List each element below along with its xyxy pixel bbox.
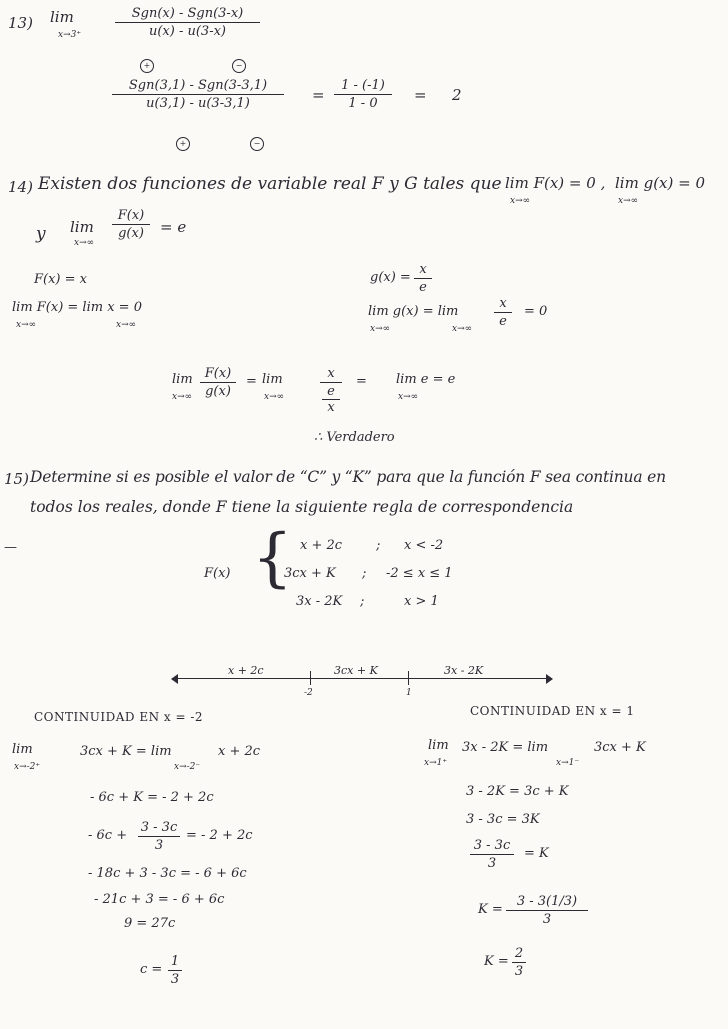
p14-final-rhs: lim e = e <box>396 372 456 387</box>
cont-right-step-3-frac <box>470 838 514 871</box>
p13-numerator-2: Sgn(3,1) - Sgn(3-3,1) <box>128 78 268 93</box>
cont-left-step-1: - 6c + K = - 2 + 2c <box>90 790 214 805</box>
p13-numerator-3: 1 - (-1) <box>341 78 385 93</box>
p13-plus-sign-2: + <box>176 137 190 151</box>
p15-statement-line-2: todos los reales, donde F tiene la siguiente regla de correspondencia <box>30 498 574 516</box>
cont-right-lim2-sub: x→1⁻ <box>556 758 580 768</box>
number-line-left-label: x + 2c <box>228 664 264 677</box>
cont-left-step-2b: = - 2 + 2c <box>186 828 253 843</box>
cont-right-step-5a: K = <box>484 954 509 969</box>
p14-final-ratio-den: g(x) <box>205 384 231 399</box>
cont-left-step-2-num: 3 - 3c <box>140 820 178 835</box>
p15-piece-2-cond: -2 ≤ x ≤ 1 <box>386 566 453 581</box>
p13-minus-sign: − <box>232 59 246 73</box>
p15-dash: — <box>4 540 17 555</box>
cont-right-step-4-frac <box>506 894 588 927</box>
p15-piece-1-sep: ; <box>376 538 381 553</box>
cont-right-step-3-num: 3 - 3c <box>473 838 511 853</box>
p14-g-lim-sub-1: x→∞ <box>370 324 391 334</box>
number-line-mid-label: 3cx + K <box>334 664 378 677</box>
p14-ratio <box>112 208 150 241</box>
number-line-right-label: 3x - 2K <box>444 664 484 677</box>
p14-f-lim-sub-2: x→∞ <box>116 320 137 330</box>
problem-13-label: 13) <box>8 14 33 32</box>
p14-cond1-sub: x→∞ <box>510 196 531 206</box>
p13-denominator: u(x) - u(3-x) <box>148 24 227 39</box>
cont-left-lim: lim <box>12 742 33 757</box>
number-line-label-m2: -2 <box>304 688 313 698</box>
p13-lim: lim <box>50 8 74 26</box>
p13-fraction <box>115 6 260 39</box>
p14-final-complex-frac <box>320 366 342 415</box>
p14-f-def: F(x) = x <box>34 272 87 287</box>
p14-final-lim-2: lim <box>262 372 283 387</box>
p14-ratio-den: g(x) <box>118 226 144 241</box>
p13-lim-sub: x→3⁺ <box>58 30 82 40</box>
cont-left-step-5: 9 = 27c <box>124 916 176 931</box>
cont-right-lim-sub: x→1⁺ <box>424 758 448 768</box>
p14-eq-e: = e <box>160 218 187 236</box>
cont-right-expr: 3x - 2K = lim <box>462 740 549 755</box>
cont-right-title: CONTINUIDAD EN x = 1 <box>470 704 635 718</box>
cont-left-step-6a: c = <box>140 962 163 977</box>
p14-g-def-frac <box>414 262 432 295</box>
cont-left-title: CONTINUIDAD EN x = -2 <box>34 710 204 724</box>
p14-condition-1: lim F(x) = 0 , <box>505 174 606 192</box>
problem-15-label: 15) <box>4 470 29 488</box>
p14-final-eq-1: = <box>246 374 257 389</box>
number-line-tick-p1 <box>408 671 409 685</box>
cont-right-lim: lim <box>428 738 449 753</box>
number-line-arrow <box>172 678 552 679</box>
p14-final-ratio <box>200 366 236 399</box>
p14-final-ratio-num: F(x) <box>204 366 232 381</box>
p13-equals: = <box>312 86 325 104</box>
problem-14-label: 14) <box>8 178 33 196</box>
cont-left-step-6-frac <box>168 954 182 987</box>
p14-f-lim: lim F(x) = lim x = 0 <box>12 300 142 315</box>
p15-piece-1-cond: x < -2 <box>404 538 444 553</box>
cont-left-step-2-frac <box>138 820 180 853</box>
cont-right-step-4a: K = <box>478 902 503 917</box>
p14-ratio-num: F(x) <box>117 208 145 223</box>
cont-right-step-2: 3 - 3c = 3K <box>466 812 540 827</box>
p13-minus-sign-2: − <box>250 137 264 151</box>
cont-right-step-3-den: 3 <box>487 856 497 871</box>
p15-piece-2-sep: ; <box>362 566 367 581</box>
p14-g-lim-eq0: = 0 <box>524 304 548 319</box>
cont-left-step-6-den: 3 <box>170 972 180 987</box>
p14-final-eq-2: = <box>356 374 367 389</box>
p15-piece-1-expr: x + 2c <box>300 538 343 553</box>
p14-g-def-den: e <box>419 280 427 295</box>
p14-g-def: g(x) = <box>370 270 411 285</box>
number-line-label-p1: 1 <box>406 688 412 698</box>
cont-left-expr: 3cx + K = lim <box>80 744 172 759</box>
cont-left-lim-sub: x→-2⁺ <box>14 762 41 772</box>
cont-right-step-5-frac <box>512 946 526 979</box>
p14-cond2-sub: x→∞ <box>618 196 639 206</box>
p14-f-lim-sub-1: x→∞ <box>16 320 37 330</box>
cont-right-step-5-num: 2 <box>514 946 524 961</box>
p14-g-def-num: x <box>419 262 427 277</box>
cont-left-step-4: - 21c + 3 = - 6 + 6c <box>94 892 225 907</box>
p15-piece-3-cond: x > 1 <box>404 594 439 609</box>
cont-left-expr-r: x + 2c <box>218 744 261 759</box>
p14-condition-2: lim g(x) = 0 <box>615 174 705 192</box>
p15-piece-3-expr: 3x - 2K <box>296 594 343 609</box>
cont-right-step-1: 3 - 2K = 3c + K <box>466 784 569 799</box>
p14-g-lim-frac <box>494 296 512 329</box>
cont-right-step-5-den: 3 <box>514 964 524 979</box>
p15-piece-2-expr: 3cx + K <box>284 566 336 581</box>
p15-brace: { <box>252 521 293 595</box>
p14-g-lim: lim g(x) = lim <box>368 304 459 319</box>
cont-left-step-2a: - 6c + <box>88 828 128 843</box>
number-line-tick-m2 <box>310 671 311 685</box>
p13-denominator-3: 1 - 0 <box>348 96 378 111</box>
p15-statement-line-1: Determine si es posible el valor de “C” y “K” para que la función F sea continua en <box>30 468 666 486</box>
cont-left-lim2-sub: x→-2⁻ <box>174 762 201 772</box>
p13-result: 2 <box>452 86 462 104</box>
cont-left-step-6-num: 1 <box>170 954 180 969</box>
p13-fraction-3 <box>334 78 392 111</box>
p15-fx: F(x) <box>204 566 231 581</box>
p14-g-lim-den: e <box>499 314 507 329</box>
p14-conclusion: ∴ Verdadero <box>314 430 395 445</box>
p13-plus-sign: + <box>140 59 154 73</box>
p14-final-cf-den-x: x <box>322 399 340 415</box>
p14-final-cf-num: x <box>327 366 335 381</box>
p14-final-lim-2-sub: x→∞ <box>264 392 285 402</box>
p13-denominator-2: u(3,1) - u(3-3,1) <box>146 96 250 111</box>
p14-lim: lim <box>70 218 94 236</box>
p13-equals-2: = <box>414 86 427 104</box>
p13-fraction-2 <box>112 78 284 111</box>
cont-right-expr-r: 3cx + K <box>594 740 646 755</box>
cont-right-step-4-den: 3 <box>542 912 552 927</box>
p13-numerator: Sgn(x) - Sgn(3-x) <box>131 6 244 21</box>
cont-left-step-3: - 18c + 3 - 3c = - 6 + 6c <box>88 866 247 881</box>
cont-left-step-2-den: 3 <box>154 838 164 853</box>
p15-piece-3-sep: ; <box>360 594 365 609</box>
p14-final-lim: lim <box>172 372 193 387</box>
p14-final-rhs-sub: x→∞ <box>398 392 419 402</box>
p14-final-lim-sub: x→∞ <box>172 392 193 402</box>
cont-right-step-4-num: 3 - 3(1/3) <box>516 894 578 909</box>
p14-final-cf-den-e: e <box>327 384 335 399</box>
p14-y: y <box>36 224 46 244</box>
p14-g-lim-sub-2: x→∞ <box>452 324 473 334</box>
p14-g-lim-num: x <box>499 296 507 311</box>
cont-right-step-3b: = K <box>524 846 549 861</box>
p14-lim-sub: x→∞ <box>74 238 95 248</box>
p14-statement: Existen dos funciones de variable real F y G tales que <box>38 174 502 194</box>
p14-final-cf-den <box>320 384 342 415</box>
